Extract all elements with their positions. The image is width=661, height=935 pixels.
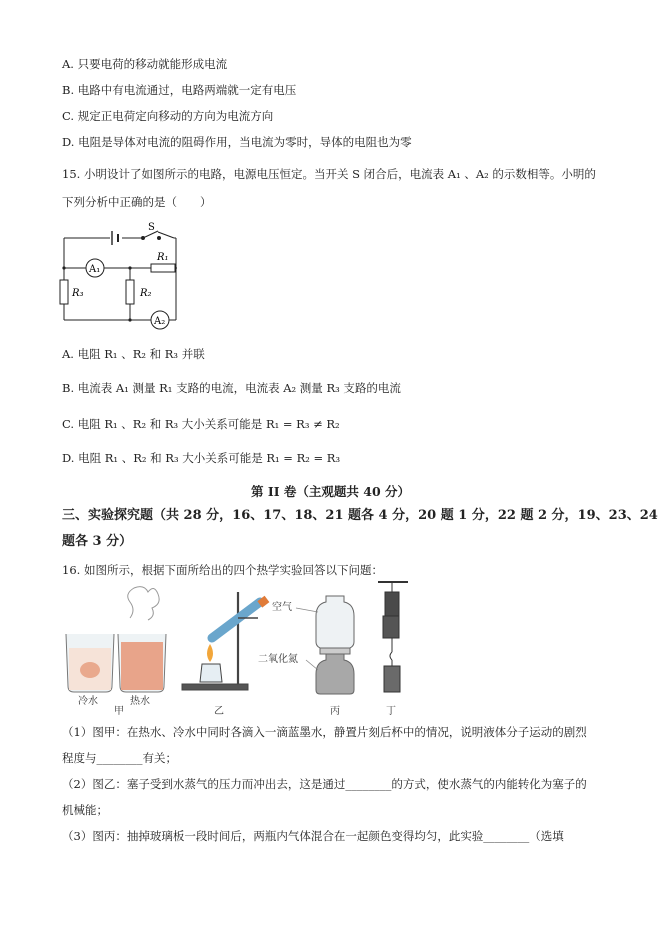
ammeter-a1-label: A₁ [89,264,101,275]
apparatus-bing [316,596,354,694]
label-no2: 二氧化氮 [258,654,298,665]
beaker-hot-water [118,587,166,692]
q16-sub3: （3）图丙：抽掉玻璃板一段时间后，两瓶内气体混合在一起颜色变得均匀，此实验________（选填 [62,829,564,843]
label-ding: 丁 [386,706,396,717]
beaker-cold-water [66,634,114,692]
section-heading-line2: 题各 3 分） [62,534,133,549]
q14-option-b: B. 电路中有电流通过，电路两端就一定有电压 [62,83,297,97]
q15-option-b: B. 电流表 A₁ 测量 R₁ 支路的电流，电流表 A₂ 测量 R₃ 支路的电流 [62,381,401,395]
q16-sub1: （1）图甲：在热水、冷水中同时各滴入一滴蓝墨水，静置片刻后杯中的情况，说明液体分子运动的剧烈 [62,725,587,739]
label-jia: 甲 [114,706,124,717]
q16-figure [62,578,442,717]
ammeter-a2-label: A₂ [154,316,166,327]
q16-sub1-cont: 程度与________有关； [62,751,177,765]
label-bing: 丙 [330,706,340,717]
q15-stem-line2: 下列分析中正确的是（ ） [62,195,212,209]
label-hot-water: 热水 [130,696,150,707]
q16-stem: 16. 如图所示，根据下面所给出的四个热学实验回答以下问题： [62,563,383,577]
r1-label: R₁ [157,252,169,263]
r2-label: R₂ [140,288,152,299]
q15-option-d: D. 电阻 R₁ 、R₂ 和 R₃ 大小关系可能是 R₁ = R₂ = R₃ [62,451,341,465]
q14-option-a: A. 只要电荷的移动就能形成电流 [62,57,228,71]
q16-sub2-cont: 机械能； [62,803,108,817]
q15-option-c: C. 电阻 R₁ 、R₂ 和 R₃ 大小关系可能是 R₁ = R₃ ≠ R₂ [62,417,340,431]
apparatus-yi [182,592,269,690]
r3-label: R₃ [72,288,84,299]
label-air: 空气 [272,602,292,613]
q16-sub2: （2）图乙：塞子受到水蒸气的压力而冲出去，这是通过________的方式，使水蒸气的内能转化为塞子的 [62,777,587,791]
apparatus-ding [378,582,408,692]
label-cold-water: 冷水 [78,696,98,707]
q14-option-d: D. 电阻是导体对电流的阻碍作用，当电流为零时，导体的电阻也为零 [62,135,412,149]
switch-label: S [148,222,155,233]
section-heading-line1: 三、实验探究题（共 28 分，16、17、18、21 题各 4 分，20 题 1 分，22 题 2 分，19、23、24 [62,508,658,523]
q14-option-c: C. 规定正电荷定向移动的方向为电流方向 [62,109,274,123]
label-yi: 乙 [214,706,224,717]
q15-option-a: A. 电阻 R₁ 、R₂ 和 R₃ 并联 [62,347,205,361]
q15-circuit-diagram [58,222,188,332]
part2-title: 第 II 卷（主观题共 40 分） [251,484,410,499]
q15-stem-line1: 15. 小明设计了如图所示的电路，电源电压恒定。当开关 S 闭合后，电流表 A₁ 、A₂ 的示数相等。小明的 [62,167,596,181]
